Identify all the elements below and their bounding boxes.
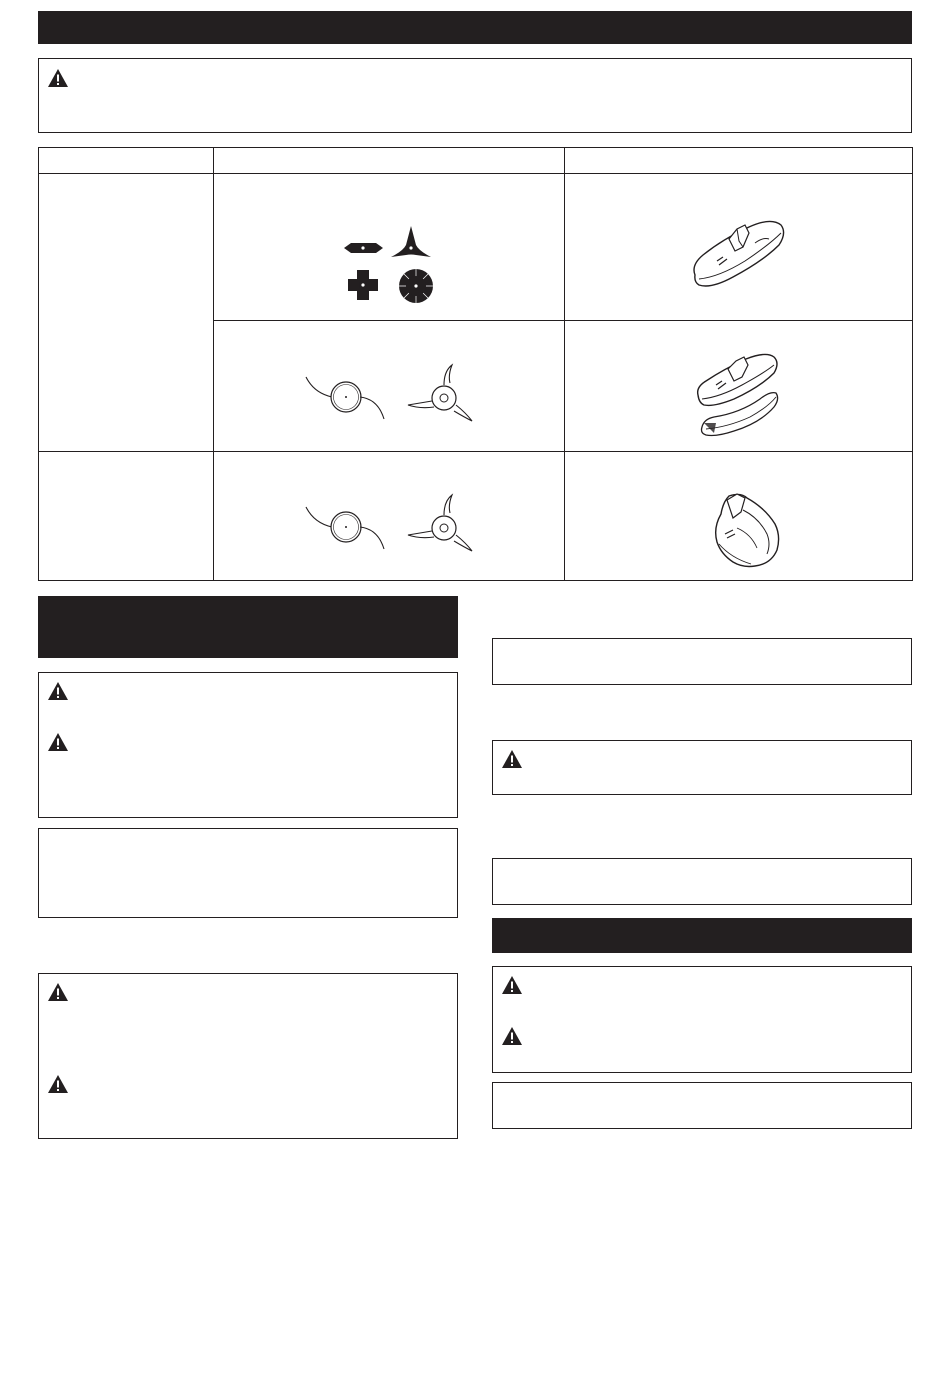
table-rule xyxy=(39,451,912,452)
plastic-blade-icon xyxy=(404,493,484,555)
warning-triangle-icon xyxy=(501,749,523,769)
table-rule xyxy=(213,148,214,580)
metal-blades-icon xyxy=(341,223,441,313)
warning-box-left-2 xyxy=(38,973,458,1139)
plastic-blade-icon xyxy=(404,363,484,425)
note-box-right-1 xyxy=(492,638,912,685)
warning-box-right-1 xyxy=(492,740,912,795)
small-guard-icon xyxy=(707,488,787,573)
warning-triangle-icon xyxy=(47,681,69,701)
warning-box-right-2 xyxy=(492,966,912,1073)
section-header-bar-right xyxy=(492,918,912,953)
table-rule xyxy=(564,148,565,580)
warning-box-top xyxy=(38,58,912,133)
note-box-right-2 xyxy=(492,858,912,905)
combination-table xyxy=(38,147,913,581)
warning-triangle-icon xyxy=(47,732,69,752)
nylon-cutting-head-icon xyxy=(304,503,389,553)
nylon-cutting-head-icon xyxy=(304,373,389,423)
warning-triangle-icon xyxy=(47,982,69,1002)
section-header-bar-left xyxy=(38,596,458,658)
blade-guard-icon xyxy=(689,203,789,295)
guard-with-extension-icon xyxy=(694,343,784,443)
warning-triangle-icon xyxy=(501,975,523,995)
note-box-right-3 xyxy=(492,1082,912,1129)
section-header-bar-top xyxy=(38,11,912,44)
warning-triangle-icon xyxy=(501,1026,523,1046)
warning-triangle-icon xyxy=(47,68,69,88)
warning-triangle-icon xyxy=(47,1074,69,1094)
table-rule xyxy=(39,173,912,174)
note-box-left xyxy=(38,828,458,918)
warning-box-left-1 xyxy=(38,672,458,818)
table-rule xyxy=(214,320,912,321)
